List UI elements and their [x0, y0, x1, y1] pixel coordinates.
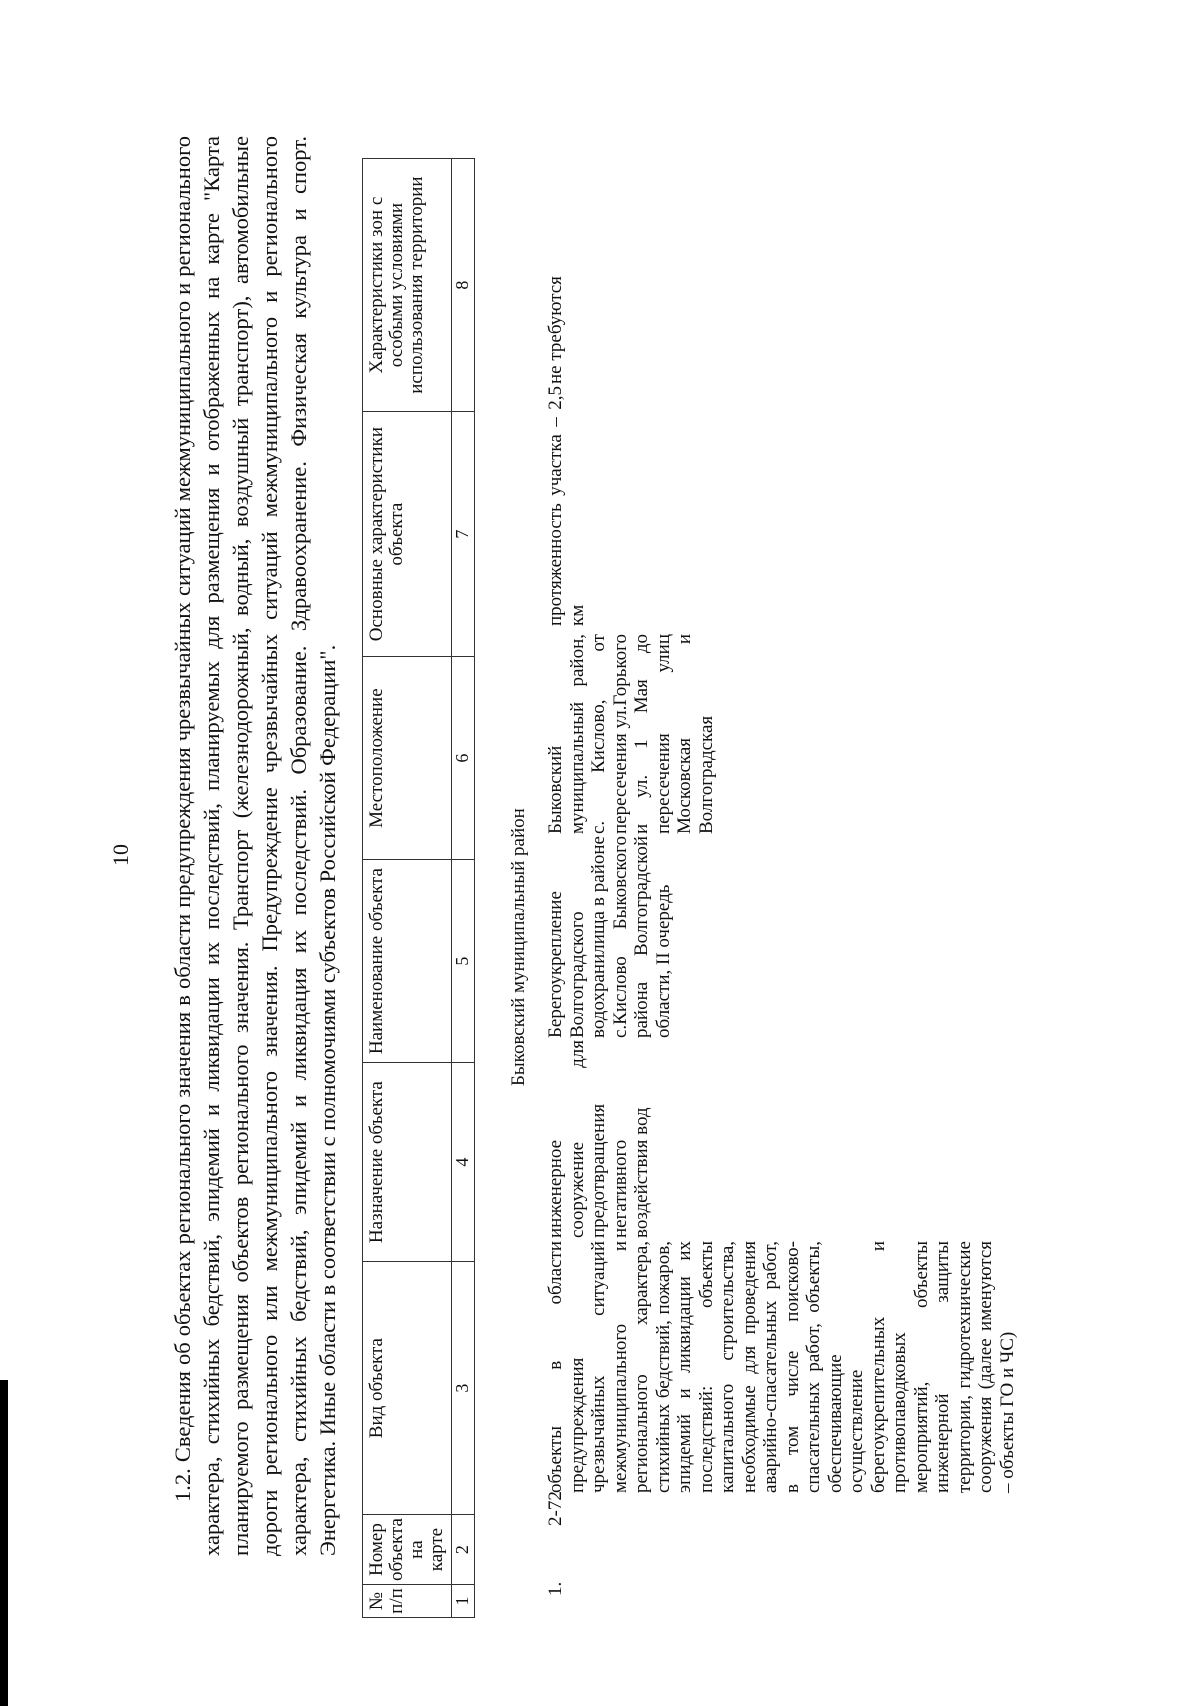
row-num: 1. [545, 1581, 566, 1596]
section-title: Быковский муниципальный район [508, 808, 529, 1086]
header-name: Наименование объекта [363, 860, 452, 1063]
row-map-number: 2-72 [545, 1491, 566, 1526]
header-characteristics: Основные характеристики объекта [363, 412, 452, 657]
column-number: 4 [452, 1063, 475, 1262]
row-zones: не требуются [545, 276, 566, 384]
page-number: 10 [108, 844, 133, 866]
header-map-number: Номер объекта на карте [363, 1515, 452, 1585]
header-num: № п/п [363, 1585, 452, 1618]
column-number: 2 [452, 1515, 475, 1585]
column-number: 3 [452, 1262, 475, 1515]
objects-table-header [362, 158, 475, 1618]
header-zones: Характеристики зон с особыми условиями использования территории [363, 159, 452, 412]
row-purpose: инженерное сооружение для предотвращения негативного воздействия вод [545, 1040, 652, 1238]
column-number: 6 [452, 657, 475, 860]
column-number: 7 [452, 412, 475, 657]
header-type: Вид объекта [363, 1262, 452, 1515]
row-type: объекты в области предупреждения чрезвычайных ситуаций межмуниципального и регионального характера, стихийных бедствий, пожаров, эпидемий и ликвидации их последствий: объекты капитального строительства, необходимые для проведения аварийно-спасательных работ, в том числе поисково-спасательных работ, объекты, обеспечивающие осуществление берегоукрепительных и противопаводковых мероприятий, объекты инженерной защиты территории, гидротехнические сооружения (далее именуются – объекты ГО и ЧС) [545, 1241, 1018, 1493]
header-purpose: Назначение объекта [363, 1063, 452, 1262]
column-number: 5 [452, 860, 475, 1063]
column-number: 1 [452, 1585, 475, 1618]
row-location: Быковский муниципальный район, с. Кислово, от пересечения ул.Горького и ул. 1 Мая до пересечения улиц Московская и Волгоградская [545, 634, 717, 834]
intro-paragraph: 1.2. Сведения об объектах регионального значения в области предупреждения чрезвычайных ситуаций межмуниципального и регионального характера, стихийных бедствий, эпидемий и ликвидации их последствий, планируемых для размещения и отображенных на карте "Карта планируемого размещения объектов регионального значения. Транспорт (железнодорожный, водный, воздушный транспорт), автомобильные дороги регионального или межмуниципального значения. Предупреждение чрезвычайных ситуаций межмуниципального и регионального характера, стихийных бедствий, эпидемий и ликвидация их последствий. Образование. Здравоохранение. Физическая культура и спорт. Энергетика. Иные области в соответствии с полномочиями субъектов Российской Федерации". [170, 136, 340, 1556]
row-characteristics: протяженность участка – 2,5 км [545, 386, 588, 626]
header-location: Местоположение [363, 657, 452, 860]
column-number: 8 [452, 159, 475, 412]
row-name: Берегоукрепление Волгоградского водохранилища в районе с.Кислово Быковского района Волгоградской области, II очередь [545, 836, 674, 1038]
